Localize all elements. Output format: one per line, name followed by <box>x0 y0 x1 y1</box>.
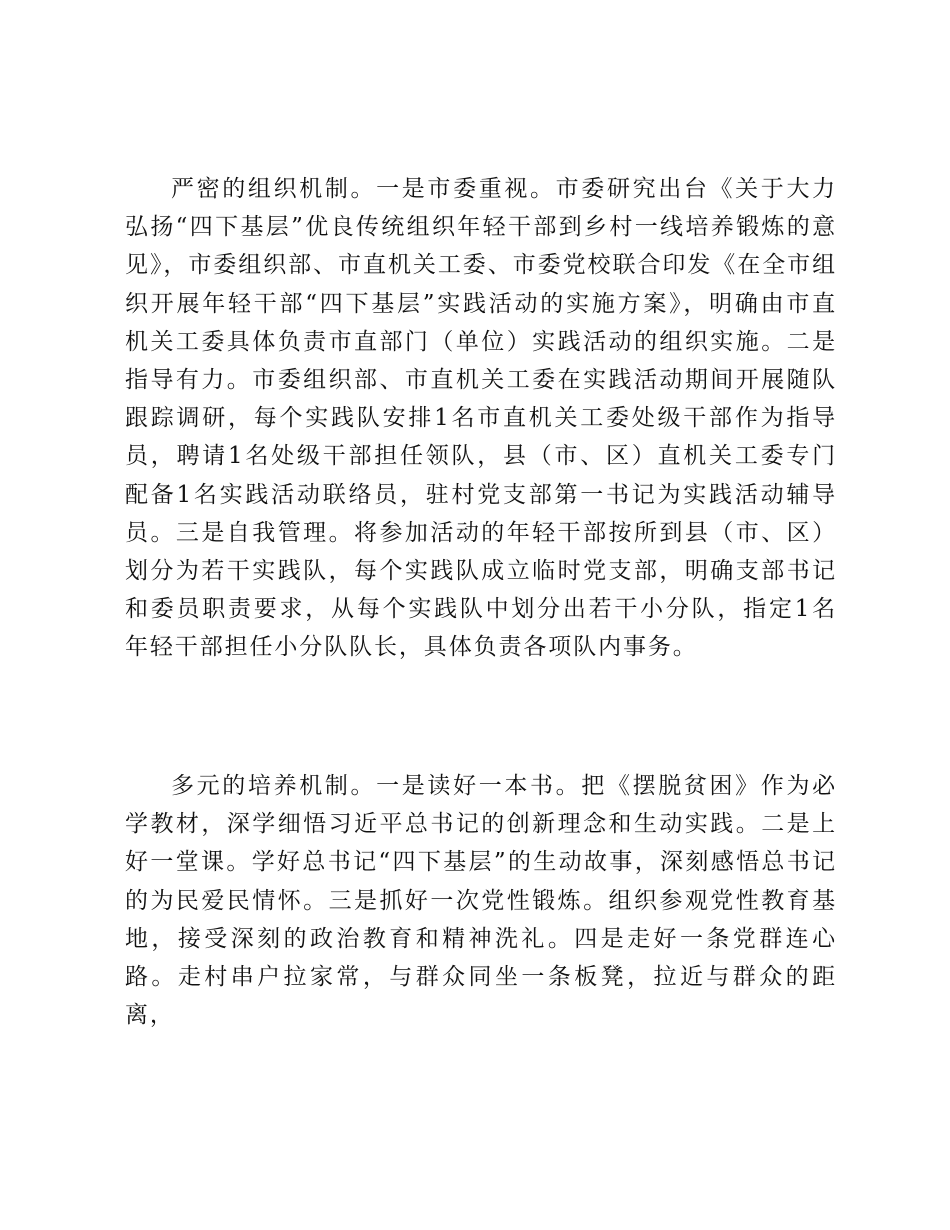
paragraph-organization-mechanism: 严密的组织机制。一是市委重视。市委研究出台《关于大力弘扬“四下基层”优良传统组织年轻干部到乡村一线培养锻炼的意见》，市委组织部、市直机关工委、市委党校联合印发《在全市组织开展年轻干部“四下基层”实践活动的实施方案》，明确由市直机关工委具体负责市直部门（单位）实践活动的组织实施。二是指导有力。市委组织部、市直机关工委在实践活动期间开展随队跟踪调研，每个实践队安排1名市直机关工委处级干部作为指导员，聘请1名处级干部担任领队，县（市、区）直机关工委专门配备1名实践活动联络员，驻村党支部第一书记为实践活动辅导员。三是自我管理。将参加活动的年轻干部按所到县（市、区）划分为若干实践队，每个实践队成立临时党支部，明确支部书记和委员职责要求，从每个实践队中划分出若干小分队，指定1名年轻干部担任小分队队长，具体负责各项队内事务。 <box>125 176 837 661</box>
paragraph-training-mechanism: 多元的培养机制。一是读好一本书。把《摆脱贫困》作为必学教材，深学细悟习近平总书记的创新理念和生动实践。二是上好一堂课。学好总书记“四下基层”的生动故事，深刻感悟总书记的为民爱民情怀。三是抓好一次党性锻炼。组织参观党性教育基地，接受深刻的政治教育和精神洗礼。四是走好一条党群连心路。走村串户拉家常，与群众同坐一条板凳，拉近与群众的距离， <box>125 773 837 1029</box>
